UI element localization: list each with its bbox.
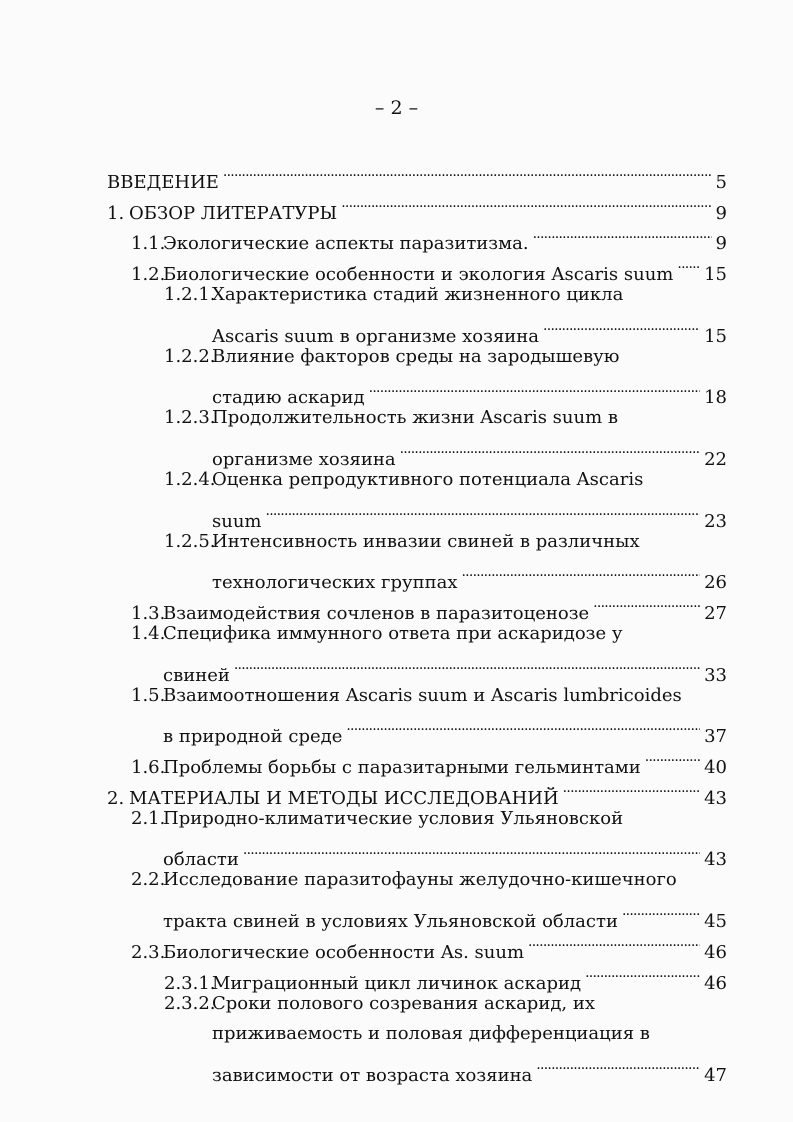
toc-entry-number: 1.2.4. <box>164 468 216 490</box>
toc-line <box>107 773 727 809</box>
toc-line <box>107 650 727 686</box>
toc-page-number: 22 <box>704 448 727 470</box>
toc-entry[interactable] <box>107 804 727 871</box>
dot-leader <box>461 557 700 588</box>
toc-line <box>107 342 727 373</box>
toc-line <box>107 434 727 470</box>
toc-entry-number: 2.3.1. <box>164 972 216 994</box>
toc-line <box>107 219 727 255</box>
toc-entry-title: Взаимоотношения Ascaris suum и Ascaris lumbricoides <box>163 684 682 706</box>
toc-page-number: 9 <box>715 202 727 224</box>
toc-entry-title: Взаимодействия сочленов в паразитоценозе <box>163 602 590 624</box>
toc-entry[interactable] <box>107 157 727 193</box>
toc-page-number: 46 <box>704 972 727 994</box>
toc-entry[interactable] <box>107 742 727 778</box>
toc-line <box>107 742 727 778</box>
toc-line <box>107 1050 727 1086</box>
toc-entry-title: Интенсивность инвазии свиней в различных <box>212 530 640 552</box>
toc-line <box>107 896 727 932</box>
toc-entry-number: 1.2.5. <box>164 530 216 552</box>
dot-leader <box>400 434 700 465</box>
dot-leader <box>563 773 700 804</box>
toc-entry-title: стадию аскарид <box>212 387 365 409</box>
toc-line <box>107 403 727 434</box>
toc-entry[interactable] <box>107 588 727 624</box>
toc-line <box>107 496 727 532</box>
toc-line <box>107 249 727 286</box>
toc-page-number: 40 <box>704 756 727 778</box>
toc-entry-title: Миграционный цикл личинок аскарид <box>212 972 582 994</box>
toc-entry-number: 1.5. <box>131 684 166 706</box>
toc-line <box>107 373 727 409</box>
dot-leader <box>341 188 711 219</box>
toc-entry-title: ОБЗОР ЛИТЕРАТУРЫ <box>129 202 338 224</box>
toc-entry[interactable] <box>107 219 727 255</box>
toc-entry-title: Влияние факторов среды на зародышевую <box>212 345 620 367</box>
toc-line <box>107 619 727 650</box>
toc-entry-title: Биологические особенности As. suum <box>163 941 525 963</box>
toc-entry-title: Экологические аспекты паразитизма. <box>163 233 529 255</box>
toc-entry-title: Оценка репродуктивного потенциала Ascaris <box>212 468 644 490</box>
toc-page-number: 15 <box>704 264 727 286</box>
toc-entry-title: Сроки полового созревания аскарид, их <box>212 992 596 1014</box>
toc-entry-title: Характеристика стадий жизненного цикла <box>212 284 624 306</box>
toc-entry-title: Продолжительность жизни Ascaris suum в <box>212 407 619 429</box>
page-number: – 2 – <box>374 97 419 119</box>
toc-line <box>107 1019 727 1050</box>
toc-entry-number: 1.2.1. <box>164 284 216 306</box>
toc-entry-title: тракта свиней в условиях Ульяновской области <box>163 910 618 932</box>
toc-entry-title: suum <box>212 510 262 532</box>
toc-page-number: 23 <box>704 510 727 532</box>
dot-leader <box>677 249 700 280</box>
toc-entry[interactable] <box>107 773 727 809</box>
dot-leader <box>593 588 700 619</box>
toc-entry-title: свиней <box>163 664 230 686</box>
dot-leader <box>243 835 700 866</box>
toc-entry-title: Ascaris suum в организме хозяина <box>212 325 540 347</box>
toc-page-number: 43 <box>704 787 727 809</box>
toc-line <box>107 588 727 624</box>
toc-page-number: 27 <box>704 602 727 624</box>
toc-line <box>107 557 727 594</box>
toc-page-number: 47 <box>704 1064 727 1086</box>
toc-line <box>107 835 727 871</box>
toc-entry-title: Специфика иммунного ответа при аскаридозе у <box>163 622 623 644</box>
dot-leader <box>543 311 700 342</box>
toc-entry[interactable] <box>107 958 727 994</box>
toc-entry-title: зависимости от возраста хозяина <box>212 1064 533 1086</box>
toc-entry-number: 2.2. <box>131 869 166 891</box>
dot-leader <box>533 219 712 250</box>
dot-leader <box>585 958 700 989</box>
toc-page-number: 45 <box>704 910 727 932</box>
toc-entry-title: приживаемость и половая дифференциация в <box>212 1023 650 1045</box>
toc-entry[interactable] <box>107 681 727 748</box>
toc-entry-title: Природно-климатические условия Ульяновской <box>163 807 624 829</box>
toc-entry-number: 1. <box>107 202 125 224</box>
dot-leader <box>622 896 700 927</box>
toc-page-number: 26 <box>704 572 727 594</box>
toc-page-number: 15 <box>704 325 727 347</box>
table-of-contents <box>107 157 727 1086</box>
toc-entry-number: 1.3. <box>131 602 166 624</box>
toc-line <box>107 188 727 224</box>
toc-entry[interactable] <box>107 989 727 1086</box>
dot-leader <box>369 373 700 404</box>
toc-entry-number: 1.1. <box>131 233 166 255</box>
toc-entry-title: технологических группах <box>212 572 458 594</box>
dot-leader <box>234 650 700 681</box>
toc-entry-title: ВВЕДЕНИЕ <box>107 171 219 193</box>
toc-entry[interactable] <box>107 342 727 409</box>
toc-entry-title: организме хозяина <box>212 448 396 470</box>
toc-entry-number: 1.2.3. <box>164 407 216 429</box>
toc-entry-number: 1.6. <box>131 756 166 778</box>
toc-entry[interactable] <box>107 188 727 224</box>
toc-line <box>107 311 727 347</box>
toc-entry-title: Проблемы борьбы с паразитарными гельминтами <box>163 756 641 778</box>
toc-entry-title: Биологические особенности и экология Ascaris suum <box>163 264 674 286</box>
toc-entry[interactable] <box>107 527 727 594</box>
dot-leader <box>645 742 700 773</box>
dot-leader <box>528 927 700 958</box>
toc-entry[interactable] <box>107 249 727 286</box>
dot-leader <box>266 496 701 527</box>
toc-line <box>107 681 727 712</box>
toc-entry-number: 1.4. <box>131 622 166 644</box>
toc-entry-number: 2.3. <box>131 941 166 963</box>
toc-line <box>107 865 727 896</box>
toc-entry-title: Исследование паразитофауны желудочно-кишечного <box>163 869 677 891</box>
toc-entry-title: области <box>163 849 239 871</box>
toc-entry-number: 1.2. <box>131 264 166 286</box>
toc-entry[interactable] <box>107 280 727 347</box>
toc-entry[interactable] <box>107 619 727 686</box>
toc-line <box>107 958 727 994</box>
toc-line <box>107 804 727 835</box>
dot-leader <box>346 711 700 742</box>
toc-line <box>107 157 727 193</box>
toc-entry-number: 2.1. <box>131 807 166 829</box>
toc-line <box>107 711 727 748</box>
toc-entry-number: 2. <box>107 787 125 809</box>
toc-entry[interactable] <box>107 403 727 470</box>
toc-page-number: 5 <box>715 171 727 193</box>
toc-entry[interactable] <box>107 927 727 963</box>
toc-line <box>107 989 727 1020</box>
toc-page-number: 37 <box>704 726 727 748</box>
toc-entry-title: МАТЕРИАЛЫ И МЕТОДЫ ИССЛЕДОВАНИЙ <box>129 787 559 809</box>
toc-page-number: 18 <box>704 387 727 409</box>
toc-entry-number: 2.3.2. <box>164 992 216 1014</box>
toc-page-number: 9 <box>715 233 727 255</box>
toc-line <box>107 527 727 558</box>
toc-entry-number: 1.2.2. <box>164 345 216 367</box>
toc-line <box>107 465 727 496</box>
toc-entry-title: в природной среде <box>163 726 343 748</box>
toc-entry[interactable] <box>107 465 727 532</box>
toc-page-number: 33 <box>704 664 727 686</box>
dot-leader <box>536 1050 700 1081</box>
toc-page-number: 46 <box>704 941 727 963</box>
toc-page-number: 43 <box>704 849 727 871</box>
dot-leader <box>223 157 712 188</box>
toc-entry[interactable] <box>107 865 727 932</box>
toc-line <box>107 280 727 311</box>
toc-line <box>107 927 727 963</box>
